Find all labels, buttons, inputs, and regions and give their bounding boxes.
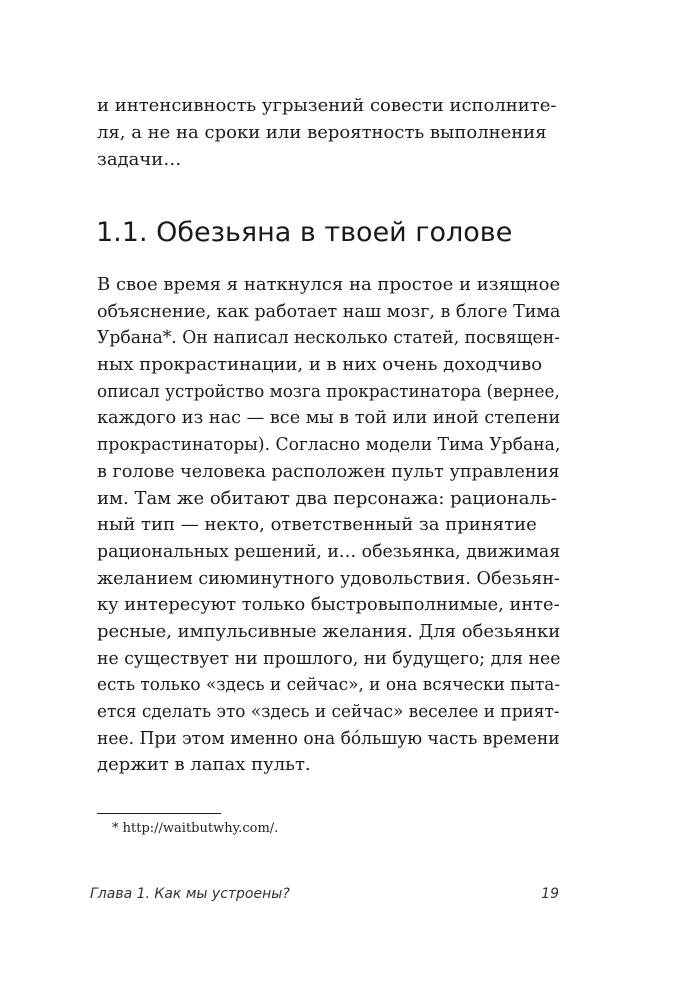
body-line: желанием сиюминутного удовольствия. Обезьян- <box>97 568 560 589</box>
body-line: в голове человека расположен пульт управления <box>97 461 560 482</box>
body-line: нее. При этом именно она бóльшую часть времени <box>97 728 560 749</box>
footnote: * http://waitbutwhy.com/. <box>112 821 279 836</box>
body-line: ку интересуют только быстровыполнимые, инте- <box>97 594 560 615</box>
body-line: не существует ни прошлого, ни будущего; для нее <box>97 648 561 669</box>
running-footer-chapter: Глава 1. Как мы устроены? <box>90 886 290 902</box>
body-line: прокрастинаторы). Согласно модели Тима Урбана, <box>97 434 561 455</box>
body-line: В свое время я наткнулся на простое и изящное <box>97 274 561 295</box>
intro-line: ля, а не на сроки или вероятность выполнения <box>97 122 547 143</box>
intro-line: задачи… <box>97 149 182 170</box>
footnote-divider <box>97 813 221 814</box>
body-line: объяснение, как работает наш мозг, в блоге Тима <box>97 301 561 322</box>
body-line: ный тип — некто, ответственный за принятие <box>97 514 537 535</box>
body-line: рациональных решений, и… обезьянка, движимая <box>97 541 561 562</box>
body-line: ных прокрастинации, и в них очень доходчиво <box>97 354 543 375</box>
body-line: описал устройство мозга прокрастинатора (вернее, <box>97 381 560 402</box>
body-line: ресные, импульсивные желания. Для обезьянки <box>97 621 561 642</box>
body-line: держит в лапах пульт. <box>97 754 311 775</box>
body-line: Урбана*. Он написал несколько статей, посвящен- <box>97 327 560 348</box>
intro-line: и интенсивность угрызений совести исполните- <box>97 95 557 116</box>
body-line: каждого из нас — все мы в той или иной степени <box>97 407 561 428</box>
page-number: 19 <box>541 886 559 902</box>
body-line: есть только «здесь и сейчас», и она всячески пыта- <box>97 674 561 695</box>
section-heading: 1.1. Обезьяна в твоей голове <box>96 217 513 248</box>
body-line: ется сделать это «здесь и сейчас» веселее и прият- <box>97 701 560 722</box>
body-line: им. Там же обитают два персонажа: рациональ- <box>97 488 557 509</box>
